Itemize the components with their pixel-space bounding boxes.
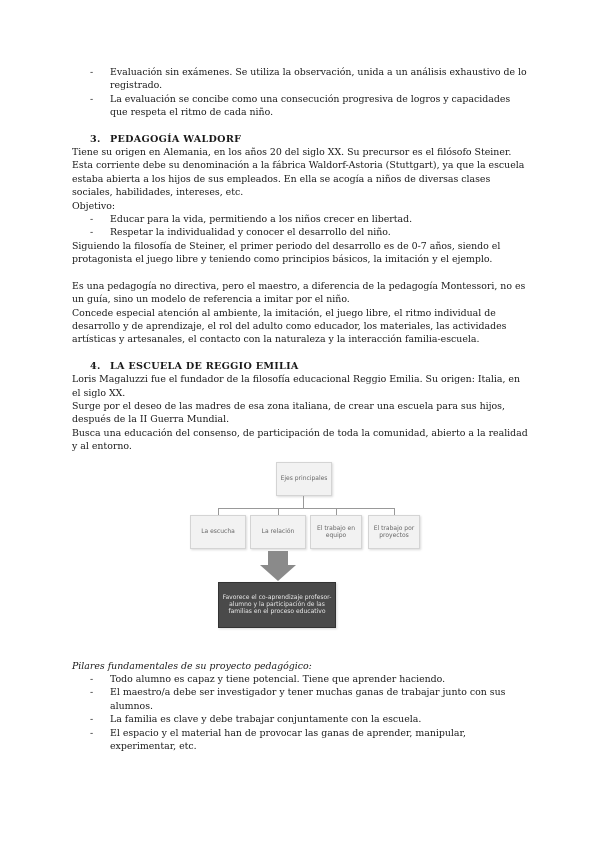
document-page (72, 66, 528, 753)
diagram-child-box: El trabajo por proyectos (368, 515, 420, 549)
paragraph: Esta corriente debe su denominación a la fábrica Waldorf-Astoria (Stuttgart), ya que la escuela estaba abierta a los hijos de sus empleados. En ella se acogía a niños de diversas clases sociales, habilidades, intereses, etc. (72, 160, 525, 199)
list-item: - Todo alumno es capaz y tiene potencial. Tiene que aprender haciendo. (72, 673, 528, 686)
objective-list (72, 213, 528, 240)
list-item: - El maestro/a debe ser investigador y tener muchas ganas de trabajar junto con sus alumnos. (72, 686, 528, 713)
diagram-child-box: La escucha (190, 515, 246, 549)
section-heading-waldorf (72, 133, 528, 146)
list-item: - El espacio y el material han de provocar las ganas de aprender, manipular, experimentar, etc. (72, 727, 528, 754)
section-title: LA ESCUELA DE REGGIO EMILIA (110, 360, 299, 372)
evaluation-list (72, 66, 528, 120)
connector-line (218, 508, 394, 509)
diagram-result-box: Favorece el co-aprendizaje profesor-alumno y la participación de las familias en el proceso educativo (218, 582, 336, 628)
list-item: - La evaluación se concibe como una consecución progresiva de logros y capacidades que respeta el ritmo de cada niño. (72, 93, 528, 120)
connector-line (394, 508, 395, 515)
pilares-list (72, 673, 528, 753)
paragraph: Tiene su origen en Alemania, en los años 20 del siglo XX. Su precursor es el filósofo Steiner. (72, 147, 512, 159)
section-number: 4. (90, 360, 101, 372)
connector-line (336, 508, 337, 515)
list-item: - Respetar la individualidad y conocer el desarrollo del niño. (72, 226, 528, 239)
paragraph: Concede especial atención al ambiente, la imitación, el juego libre, el ritmo individual de desarrollo y de aprendizaje, el rol del adulto como educador, los materiales, las actividades artísticas y artesanales, el contacto con la naturaleza y la interacción familia-escuela. (72, 307, 507, 346)
section-number: 3. (90, 133, 101, 145)
diagram-root-box: Ejes principales (276, 462, 332, 496)
diagram-child-box: La relación (250, 515, 306, 549)
down-arrow-icon (258, 551, 298, 581)
connector-line (218, 508, 219, 515)
diagram-child-box: El trabajo en equipo (310, 515, 362, 549)
connector-line (278, 508, 279, 515)
paragraph: Busca una educación del consenso, de participación de toda la comunidad, abierto a la realidad y al entorno. (72, 427, 528, 453)
list-item: - Evaluación sin exámenes. Se utiliza la observación, unida a un análisis exhaustivo de lo registrado. (72, 66, 528, 93)
section-heading-reggio (72, 360, 528, 373)
list-item: - Educar para la vida, permitiendo a los niños crecer en libertad. (72, 213, 528, 226)
paragraph: Siguiendo la filosofía de Steiner, el primer periodo del desarrollo es de 0-7 años, siendo el protagonista el juego libre y teniendo como principios básicos, la imitación y el ejemplo. (72, 240, 501, 266)
reggio-diagram (182, 462, 422, 652)
list-item: - La familia es clave y debe trabajar conjuntamente con la escuela. (72, 713, 528, 726)
section-title: PEDAGOGÍA WALDORF (110, 133, 242, 145)
connector-line (303, 496, 304, 508)
paragraph: Surge por el deseo de las madres de esa zona italiana, de crear una escuela para sus hijos, después de la II Guerra Mundial. (72, 400, 505, 426)
paragraph: Es una pedagogía no directiva, pero el maestro, a diferencia de la pedagogía Montessori, no es un guía, sino un modelo de referencia a imitar por el niño. (72, 280, 526, 306)
objective-label: Objetivo: (72, 200, 116, 212)
paragraph: Loris Magaluzzi fue el fundador de la filosofía educacional Reggio Emilia. Su origen: Italia, en el siglo XX. (72, 374, 521, 399)
pilares-heading: Pilares fundamentales de su proyecto pedagógico: (72, 660, 312, 672)
